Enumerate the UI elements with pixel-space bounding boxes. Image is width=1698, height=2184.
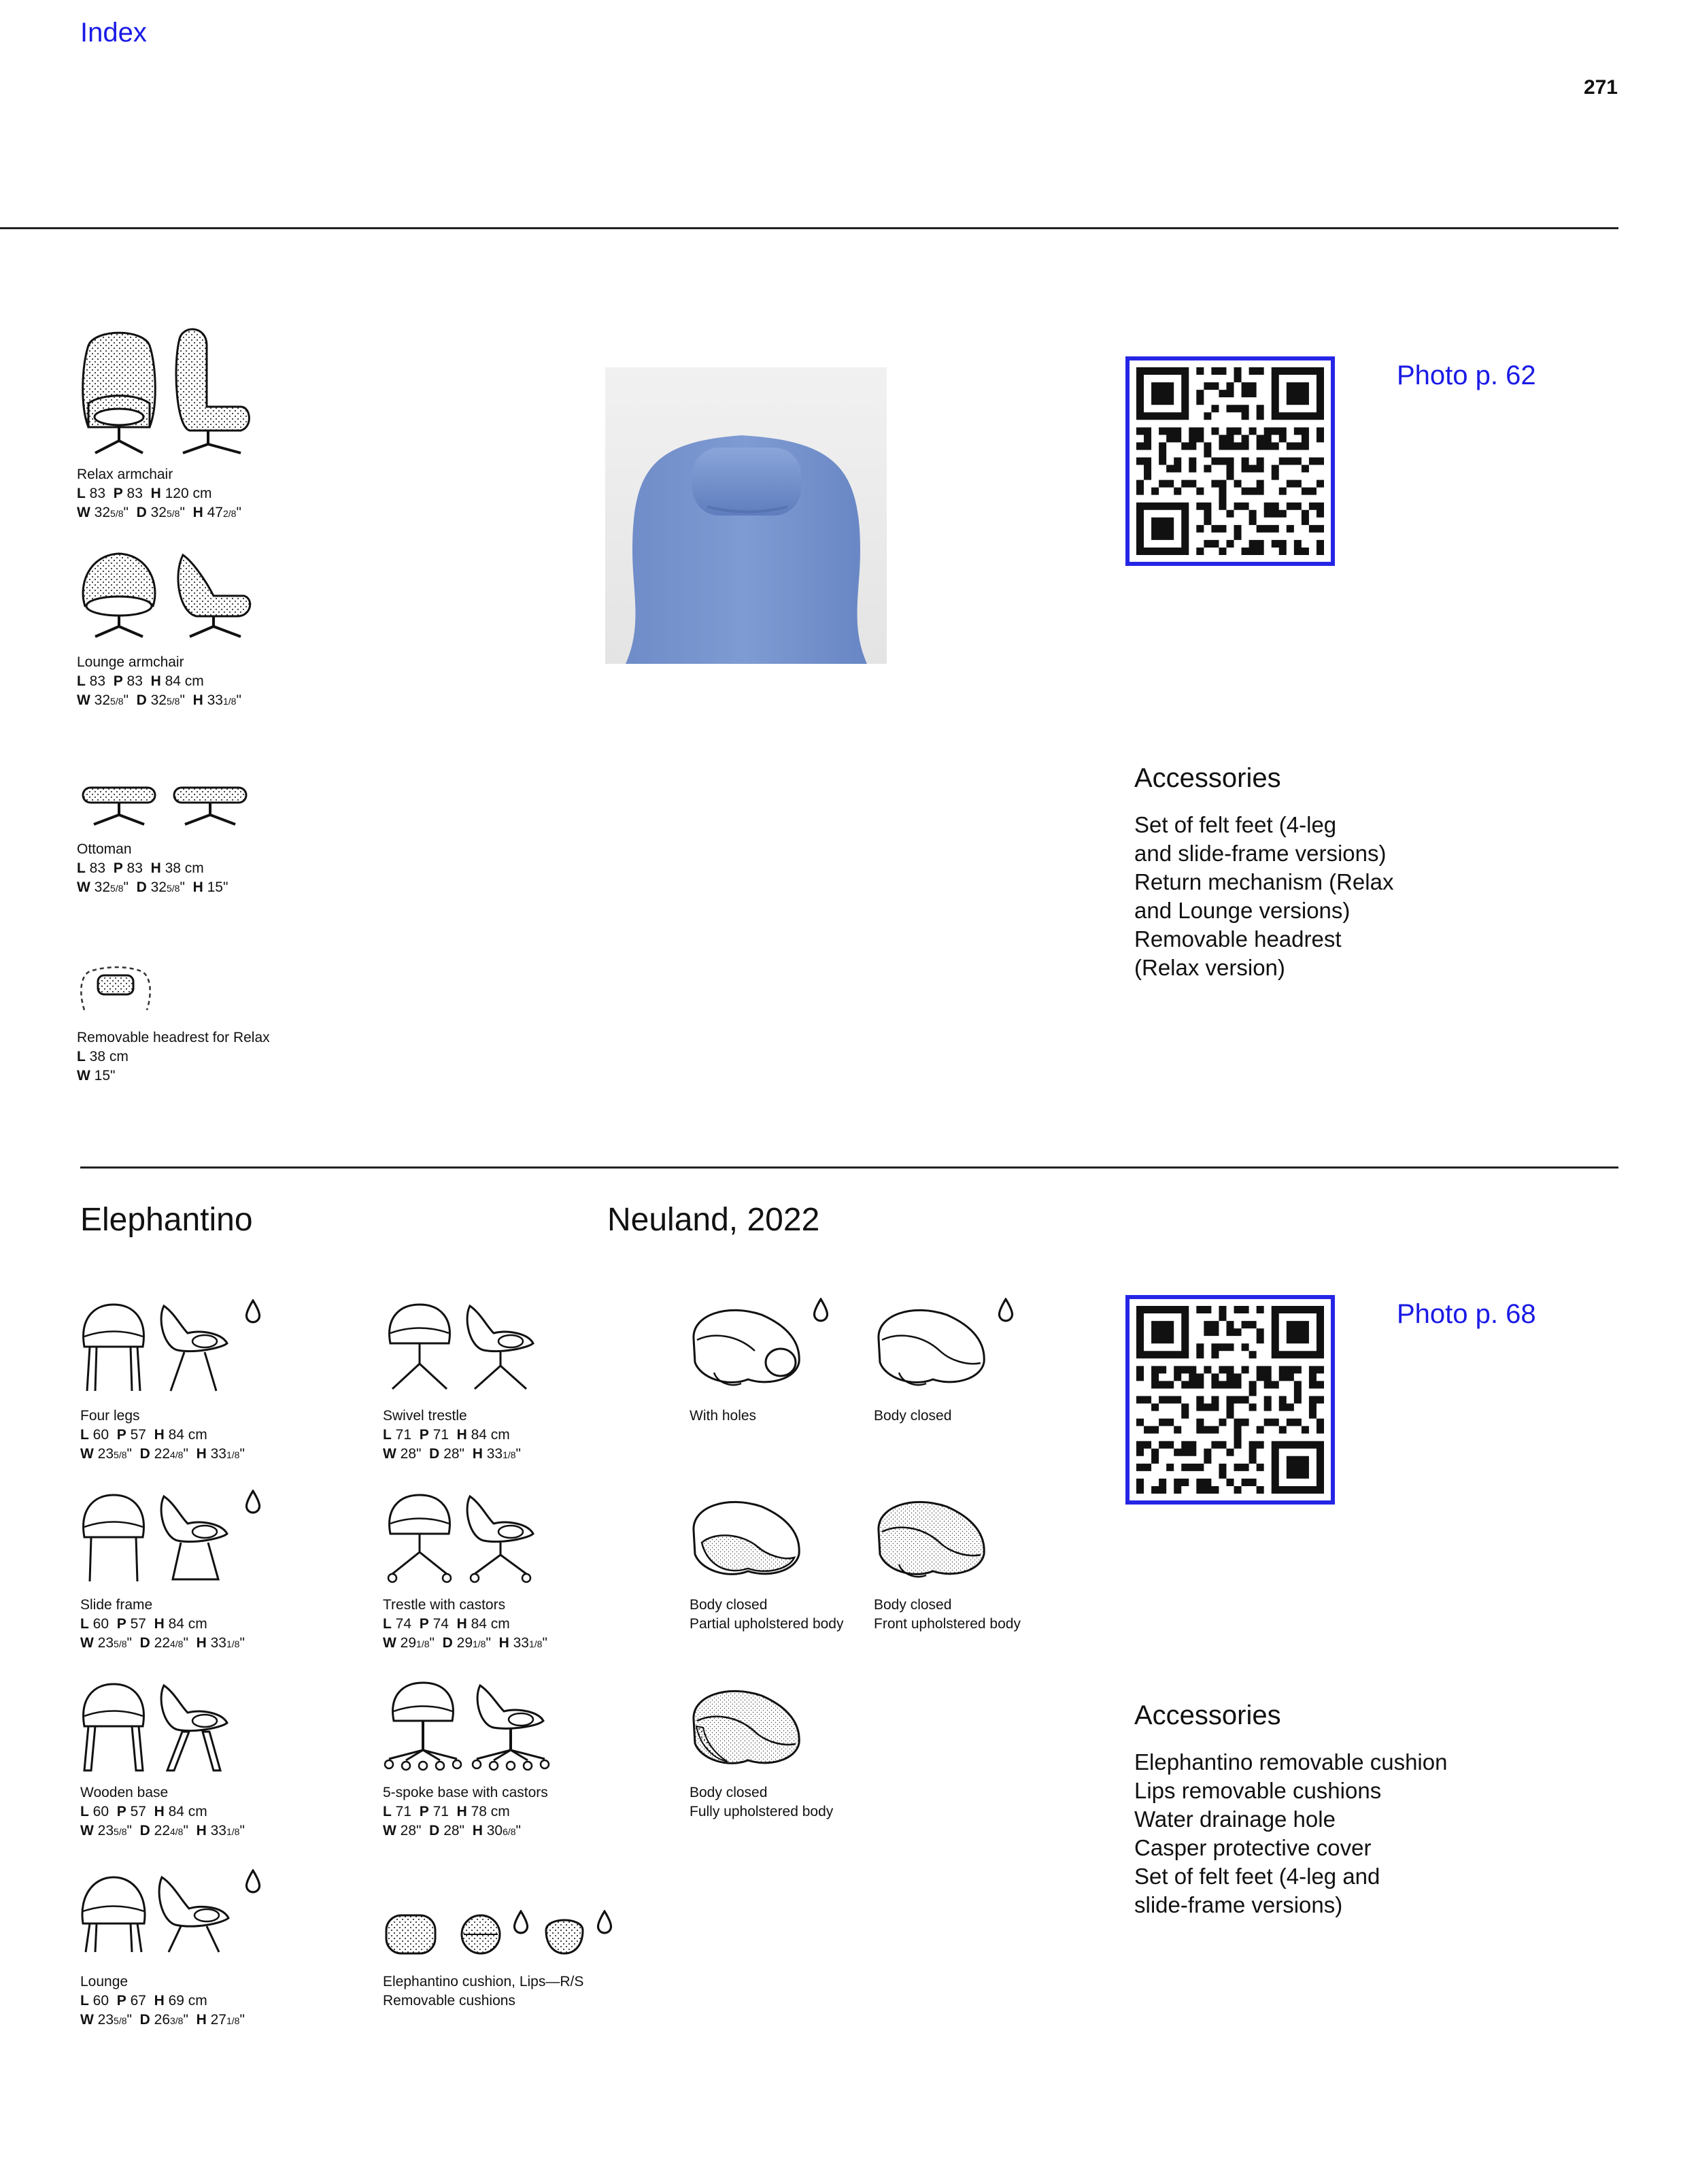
front-upholstered-line2: Front upholstered body	[874, 1616, 1021, 1632]
water-drop-icon	[244, 1299, 262, 1324]
partial-upholstered-line1: Body closed	[690, 1597, 768, 1613]
spec-d-frac: 3/8	[170, 2015, 184, 2026]
accessories-list-top	[1134, 811, 1393, 982]
with-holes-label: With holes	[690, 1408, 757, 1424]
spec-p: 71	[432, 1427, 449, 1443]
spec-hi: 33	[210, 1446, 226, 1462]
chair-five-spoke-side-icon	[466, 1679, 555, 1774]
spec-w-frac: 5/8	[114, 1826, 127, 1837]
spec-w: 23	[97, 1635, 114, 1651]
spec-l: 74	[395, 1616, 412, 1632]
spec-l: 71	[395, 1427, 412, 1443]
fully-upholstered-drawing	[687, 1679, 809, 1774]
relax-armchair-name: Relax armchair	[77, 467, 173, 482]
water-drop-icon	[596, 1910, 613, 1934]
spec-h: 78 cm	[471, 1804, 510, 1819]
spec-d: 26	[154, 2012, 170, 2028]
qr-code-icon	[1136, 1306, 1324, 1494]
accessory-item: Set of felt feet (4-leg and	[1134, 1864, 1380, 1889]
relax-armchair-drawings	[75, 325, 261, 461]
chair-four-legs-front-icon	[76, 1299, 151, 1394]
spec-hi-frac: 6/8	[503, 1826, 516, 1837]
photo-p62-link[interactable]: Photo p. 62	[1397, 360, 1536, 390]
spec-hi: 33	[210, 1823, 226, 1838]
wooden-base-drawings	[76, 1679, 235, 1774]
water-drop-icon	[244, 1869, 262, 1894]
chair-wooden-base-side-icon	[154, 1679, 235, 1774]
designer-year: Neuland, 2022	[607, 1202, 820, 1238]
accessory-item: Return mechanism (Relax	[1134, 869, 1394, 894]
five-spoke-caption: 5-spoke base with castors L 71 P 71 H 78 cm W 28" D 28" H 306/8"	[383, 1785, 548, 1838]
lounge-chair-caption: Lounge L 60 P 67 H 69 cm W 235/8" D 263/8" H 271/8"	[80, 1974, 245, 2028]
spec-l: 60	[92, 1427, 109, 1443]
spec-l: 60	[92, 1993, 109, 2009]
swivel-trestle-caption: Swivel trestle L 71 P 71 H 84 cm W 28" D 28" H 331/8"	[383, 1408, 521, 1462]
wooden-base-caption: Wooden base L 60 P 57 H 84 cm W 235/8" D 224/8" H 331/8"	[80, 1785, 245, 1838]
chair-slide-frame-side-icon	[154, 1490, 235, 1585]
headrest-length: 38 cm	[89, 1049, 129, 1064]
headrest-icon	[76, 966, 155, 1013]
accessories-list-bottom	[1134, 1748, 1447, 1919]
spec-hi-frac: 1/8	[528, 1639, 543, 1649]
spec-w: 23	[97, 1446, 114, 1462]
headrest-name: Removable headrest for Relax	[77, 1030, 270, 1045]
ottoman-drawings	[75, 782, 254, 830]
body-front-upholstered-icon	[872, 1490, 994, 1585]
accessory-item: Elephantino removable cushion	[1134, 1749, 1448, 1775]
fully-upholstered-caption	[690, 1783, 833, 1821]
fully-upholstered-line1: Body closed	[690, 1785, 768, 1800]
spec-hi-frac: 1/8	[226, 1449, 240, 1460]
accessory-item: Casper protective cover	[1134, 1835, 1372, 1860]
chair-swivel-trestle-side-icon	[460, 1299, 541, 1394]
chair-wooden-base-front-icon	[76, 1679, 151, 1774]
spec-h: 84 cm	[471, 1616, 510, 1632]
index-link[interactable]: Index	[80, 18, 147, 48]
qr-code-icon	[1136, 367, 1324, 555]
chair-lounge-front-icon	[76, 1869, 151, 1958]
front-upholstered-caption	[874, 1596, 1021, 1634]
lounge-armchair-front-icon	[75, 548, 163, 643]
accessory-item: Lips removable cushions	[1134, 1778, 1382, 1803]
accessory-item: Set of felt feet (4-leg	[1134, 812, 1337, 837]
chair-four-legs-side-icon	[154, 1299, 235, 1394]
lounge-armchair-drawings	[75, 548, 261, 643]
accessories-title-bottom: Accessories	[1134, 1700, 1281, 1730]
chair-lounge-side-icon	[154, 1869, 235, 1958]
relax-armchair-caption: Relax armchair L 83 P 83 H 120 cm W 325/8" D 325/8" H 472/8"	[77, 467, 241, 520]
top-divider	[0, 227, 1618, 229]
body-closed-drawing	[872, 1298, 1015, 1393]
spec-hi: 27	[210, 2012, 226, 2028]
spec-h: 69 cm	[168, 1993, 207, 2009]
spec-p: 57	[130, 1804, 146, 1819]
lounge-chair-drawings	[76, 1869, 262, 1958]
spec-w-frac: 5/8	[114, 1449, 127, 1460]
with-holes-drawing	[687, 1298, 830, 1393]
elephantino-cushion-icon	[382, 1910, 439, 1958]
spec-w: 28"	[400, 1446, 422, 1462]
accessory-item: Water drainage hole	[1134, 1807, 1336, 1832]
cushions-line2: Removable cushions	[383, 1993, 515, 2009]
spec-d: 29	[456, 1635, 473, 1651]
slide-frame-name: Slide frame	[80, 1597, 153, 1613]
headrest-caption	[77, 1028, 270, 1086]
spec-w: 29	[400, 1635, 417, 1651]
trestle-castors-name: Trestle with castors	[383, 1597, 506, 1613]
spec-d: 28"	[443, 1823, 465, 1838]
spec-w-frac: 5/8	[114, 2015, 127, 2026]
ottoman-name: Ottoman	[77, 841, 132, 857]
spec-w-frac: 1/8	[416, 1639, 430, 1649]
body-partial-upholstered-icon	[687, 1490, 809, 1585]
chair-slide-frame-front-icon	[76, 1490, 151, 1585]
spec-d: 28"	[443, 1446, 465, 1462]
body-with-holes-icon	[687, 1298, 809, 1393]
headrest-width-key: W	[77, 1068, 90, 1083]
with-holes-caption	[690, 1407, 756, 1426]
partial-upholstered-line2: Partial upholstered body	[690, 1616, 844, 1632]
partial-upholstered-caption	[690, 1596, 843, 1634]
spec-h: 84 cm	[471, 1427, 510, 1443]
spec-d: 22	[154, 1446, 170, 1462]
spec-d-frac: 4/8	[170, 1639, 184, 1649]
spec-p: 74	[432, 1616, 449, 1632]
product-title: Elephantino	[80, 1202, 253, 1238]
accessories-title-top: Accessories	[1134, 763, 1281, 793]
middle-divider	[80, 1166, 1618, 1169]
headrest-width: 15"	[94, 1068, 116, 1083]
water-drop-icon	[244, 1490, 262, 1514]
lounge-chair-name: Lounge	[80, 1974, 129, 1989]
accessory-item: (Relax version)	[1134, 955, 1285, 980]
qr-code-photo-68[interactable]	[1125, 1295, 1335, 1505]
four-legs-caption: Four legs L 60 P 57 H 84 cm W 235/8" D 224/8" H 331/8"	[80, 1408, 245, 1462]
spec-hi: 33	[486, 1446, 503, 1462]
swivel-trestle-drawings	[382, 1299, 541, 1394]
body-closed-icon	[872, 1298, 994, 1393]
ottoman-front-icon	[75, 782, 163, 830]
spec-hi-frac: 1/8	[226, 2015, 240, 2026]
cushions-drawings	[382, 1910, 613, 1958]
body-closed-caption	[874, 1407, 951, 1426]
product-photo-headrest	[605, 367, 887, 664]
photo-p68-link[interactable]: Photo p. 68	[1397, 1299, 1536, 1329]
trestle-castors-caption: Trestle with castors L 74 P 74 H 84 cm W 291/8" D 291/8" H 331/8"	[383, 1597, 547, 1651]
spec-h: 84 cm	[168, 1616, 207, 1632]
lounge-armchair-name: Lounge armchair	[77, 654, 184, 670]
spec-d-frac: 4/8	[170, 1826, 184, 1837]
lips-cushion-shield-icon	[541, 1910, 588, 1958]
spec-p: 71	[432, 1804, 449, 1819]
chair-trestle-castors-front-icon	[382, 1490, 457, 1585]
five-spoke-name: 5-spoke base with castors	[383, 1785, 548, 1800]
ottoman-side-icon	[166, 782, 254, 830]
spec-hi: 33	[210, 1635, 226, 1651]
water-drop-icon	[812, 1298, 830, 1322]
body-closed-label: Body closed	[874, 1408, 952, 1424]
partial-upholstered-drawing	[687, 1490, 809, 1585]
ottoman-caption: Ottoman L 83 P 83 H 38 cm W 325/8" D 325/8" H 15"	[77, 841, 228, 895]
cushions-line1: Elephantino cushion, Lips—R/S	[383, 1974, 584, 1989]
water-drop-icon	[512, 1910, 530, 1934]
headrest-length-key: L	[77, 1049, 86, 1064]
swivel-trestle-name: Swivel trestle	[383, 1408, 467, 1424]
spec-w-frac: 5/8	[114, 1639, 127, 1649]
spec-h: 84 cm	[168, 1804, 207, 1819]
body-fully-upholstered-icon	[687, 1679, 809, 1774]
front-upholstered-line1: Body closed	[874, 1597, 952, 1613]
four-legs-drawings	[76, 1299, 262, 1394]
cushions-caption	[383, 1972, 583, 2011]
lips-cushion-round-icon	[457, 1910, 505, 1958]
spec-p: 67	[130, 1993, 146, 2009]
front-upholstered-drawing	[872, 1490, 994, 1585]
slide-frame-caption: Slide frame L 60 P 57 H 84 cm W 235/8" D 224/8" H 331/8"	[80, 1597, 245, 1651]
spec-l: 60	[92, 1616, 109, 1632]
water-drop-icon	[997, 1298, 1015, 1322]
spec-w: 23	[97, 2012, 114, 2028]
lounge-armchair-caption: Lounge armchair L 83 P 83 H 84 cm W 325/8" D 325/8" H 331/8"	[77, 654, 241, 708]
chair-five-spoke-front-icon	[382, 1679, 464, 1774]
accessory-item: and Lounge versions)	[1134, 898, 1351, 923]
spec-d-frac: 1/8	[473, 1639, 486, 1649]
spec-d-frac: 4/8	[170, 1449, 184, 1460]
qr-code-photo-62[interactable]	[1125, 356, 1335, 566]
spec-l: 60	[92, 1804, 109, 1819]
accessory-item: slide-frame versions)	[1134, 1892, 1343, 1917]
spec-w: 23	[97, 1823, 114, 1838]
spec-hi-frac: 1/8	[503, 1449, 516, 1460]
spec-p: 57	[130, 1427, 146, 1443]
chair-swivel-trestle-front-icon	[382, 1299, 457, 1394]
chair-trestle-castors-side-icon	[460, 1490, 541, 1585]
spec-hi: 30	[486, 1823, 503, 1838]
spec-l: 71	[395, 1804, 412, 1819]
spec-hi-frac: 1/8	[226, 1639, 240, 1649]
spec-hi-frac: 1/8	[226, 1826, 240, 1837]
fully-upholstered-line2: Fully upholstered body	[690, 1804, 834, 1819]
accessory-item: and slide-frame versions)	[1134, 841, 1387, 866]
trestle-castors-drawings	[382, 1490, 541, 1585]
lounge-armchair-side-icon	[166, 548, 261, 643]
five-spoke-drawings	[382, 1679, 555, 1774]
spec-hi: 33	[513, 1635, 529, 1651]
page-number: 271	[1583, 76, 1618, 99]
relax-armchair-front-icon	[75, 325, 163, 461]
relax-armchair-side-icon	[166, 325, 261, 461]
spec-p: 57	[130, 1616, 146, 1632]
spec-d: 22	[154, 1635, 170, 1651]
four-legs-name: Four legs	[80, 1408, 140, 1424]
accessory-item: Removable headrest	[1134, 926, 1342, 952]
wooden-base-name: Wooden base	[80, 1785, 169, 1800]
spec-d: 22	[154, 1823, 170, 1838]
spec-w: 28"	[400, 1823, 422, 1838]
spec-h: 84 cm	[168, 1427, 207, 1443]
slide-frame-drawings	[76, 1490, 262, 1585]
